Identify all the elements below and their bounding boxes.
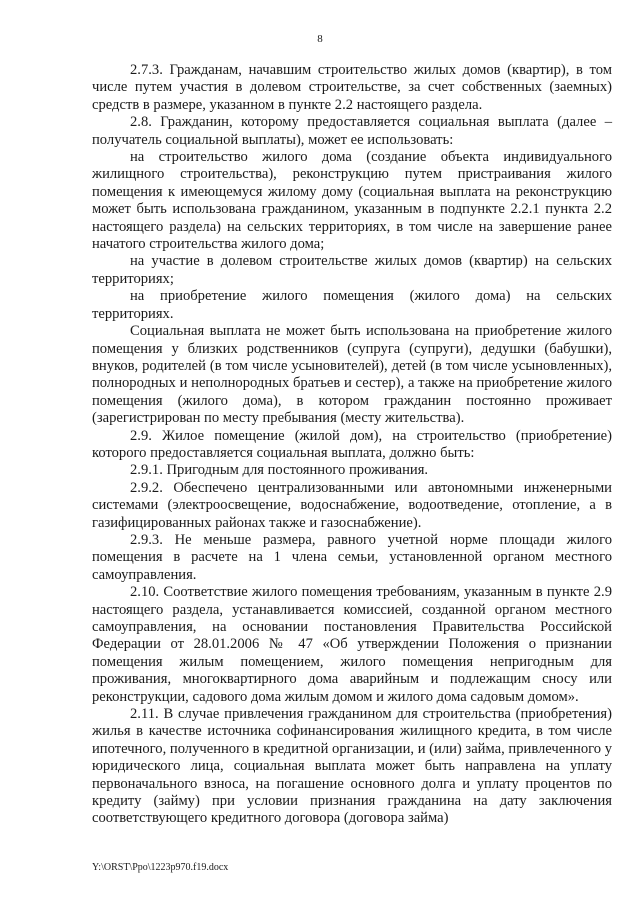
paragraph-2-9: 2.9. Жилое помещение (жилой дом), на строительство (приобретение) которого предоставляется социальная выплата, должно быть: <box>92 427 612 461</box>
paragraph-2-9-2: 2.9.2. Обеспечено централизованными или автономными инженерными системами (электроосвещение, водоснабжение, водоотведение, отопление, а в газифицированных районах также и газоснабжение). <box>92 479 612 531</box>
paragraph-2-8-restrictions: Социальная выплата не может быть использована на приобретение жилого помещения у близких родственников (супруга (супруги), дедушки (бабушки), внуков, родителей (в том числе усыновителей), детей (в том числе усыновленных), полнородных и неполнородных братьев и сестер), а также на приобретение жилого помещения (жилого дома), в котором гражданин постоянно проживает (зарегистрирован по месту пребывания (месту жительства). <box>92 323 612 427</box>
paragraph-2-10: 2.10. Соответствие жилого помещения требованиям, указанным в пункте 2.9 настоящего раздела, устанавливается комиссией, созданной органом местного самоуправления, на основании постановления Правительства Российской Федерации от 28.01.2006 № 47 «Об утверждении Положения о признании помещения жилым помещением, жилого помещения непригодным для проживания, многоквартирного дома аварийным и подлежащим сносу или реконструкции, садового дома жилым домом и жилого дома садовым домом». <box>92 584 612 705</box>
document-body <box>92 62 612 828</box>
paragraph-2-8-construction: на строительство жилого дома (создание объекта индивидуального жилищного строительства), реконструкцию путем пристраивания жилого помещения к имеющемуся жилому дому (социальная выплата на реконструкцию может быть использована гражданином, указанным в подпункте 2.2.1 пункта 2.2 настоящего раздела) на сельских территориях, в том числе на завершение ранее начатого строительства жилого дома; <box>92 149 612 253</box>
paragraph-2-8-shared-construction: на участие в долевом строительстве жилых домов (квартир) на сельских территориях; <box>92 253 612 287</box>
file-path-footer: Y:\ORST\Ppo\1223p970.f19.docx <box>92 862 229 873</box>
page-number: 8 <box>317 33 323 45</box>
paragraph-2-11: 2.11. В случае привлечения гражданином для строительства (приобретения) жилья в качестве источника софинансирования жилищного кредита, в том числе ипотечного, полученного в кредитной организации, и (или) займа, привлеченного у юридического лица, социальная выплата может быть направлена на уплату первоначального взноса, на погашение основного долга и уплату процентов по кредиту (займу) при условии признания гражданина на дату заключения соответствующего кредитного договора (договора займа) <box>92 706 613 827</box>
paragraph-2-8-purchase: на приобретение жилого помещения (жилого дома) на сельских территориях. <box>92 288 612 322</box>
paragraph-2-9-3: 2.9.3. Не меньше размера, равного учетной норме площади жилого помещения в расчете на 1 члена семьи, установленной органом местного самоуправления. <box>92 531 612 583</box>
paragraph-2-8: 2.8. Гражданин, которому предоставляется социальная выплата (далее – получатель социальной выплаты), может ее использовать: <box>92 114 612 148</box>
paragraph-2-9-1: 2.9.1. Пригодным для постоянного проживания. <box>130 462 429 479</box>
paragraph-2-7-3: 2.7.3. Гражданам, начавшим строительство жилых домов (квартир), в том числе путем участия в долевом строительстве, за счет собственных (заемных) средств в размере, указанном в пункте 2.2 настоящего раздела. <box>92 62 612 113</box>
